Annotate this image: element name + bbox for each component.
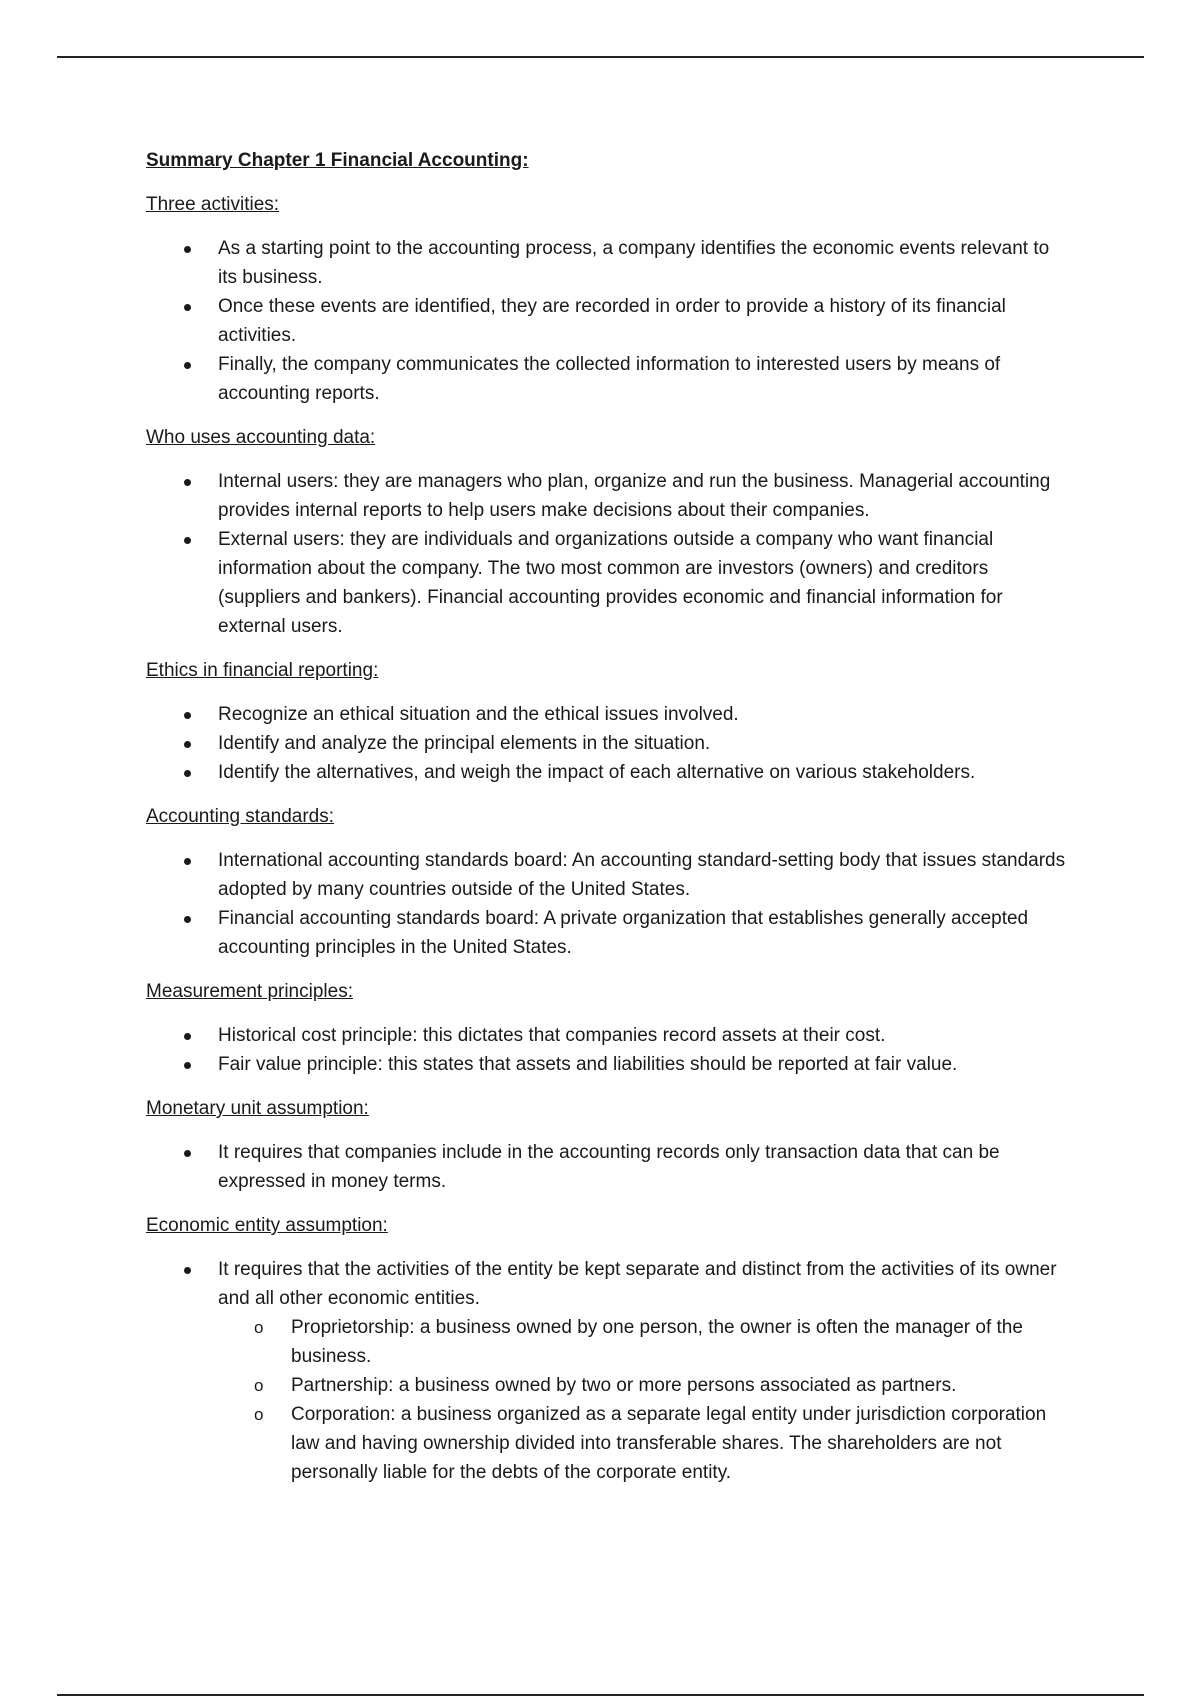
bullet-icon bbox=[184, 362, 191, 369]
sub-list-business-forms bbox=[218, 1313, 1066, 1487]
list-item-text: International accounting standards board: An accounting standard-setting body that issues standards adopted by many countries outside of the United States. bbox=[218, 850, 1066, 900]
list-item-text: It requires that companies include in the accounting records only transaction data that can be expressed in money terms. bbox=[218, 1142, 1000, 1192]
list-item bbox=[146, 758, 1066, 787]
list-item-text: Internal users: they are managers who plan, organize and run the business. Managerial accounting provides internal reports to help users make decisions about their companies. bbox=[218, 471, 1051, 521]
document-body bbox=[146, 146, 1066, 1502]
list-item bbox=[146, 904, 1066, 962]
bullet-icon bbox=[184, 770, 191, 777]
sub-list-item bbox=[218, 1371, 1066, 1400]
list-item-text: Finally, the company communicates the collected information to interested users by means of accounting reports. bbox=[218, 354, 1001, 404]
list-item bbox=[146, 1021, 1066, 1050]
hollow-bullet-icon: o bbox=[254, 1405, 264, 1424]
bullet-icon bbox=[184, 712, 191, 719]
list-item bbox=[146, 700, 1066, 729]
list-item-text: Fair value principle: this states that assets and liabilities should be reported at fair value. bbox=[218, 1054, 958, 1075]
bullet-icon bbox=[184, 304, 191, 311]
list-item-text: Identify the alternatives, and weigh the impact of each alternative on various stakeholders. bbox=[218, 762, 976, 783]
section-heading-monetary-unit: Monetary unit assumption: bbox=[146, 1098, 369, 1119]
list-item bbox=[146, 846, 1066, 904]
list-item bbox=[146, 234, 1066, 292]
list-item bbox=[146, 1050, 1066, 1079]
section-heading-accounting-standards: Accounting standards: bbox=[146, 806, 335, 827]
bullet-icon bbox=[184, 916, 191, 923]
bullet-list-accounting-standards bbox=[146, 846, 1066, 962]
list-item-text: Historical cost principle: this dictates that companies record assets at their cost. bbox=[218, 1025, 886, 1046]
list-item-text: It requires that the activities of the entity be kept separate and distinct from the activities of its owner and all other economic entities. bbox=[218, 1259, 1057, 1309]
section-heading-three-activities: Three activities: bbox=[146, 194, 280, 215]
bullet-icon bbox=[184, 246, 191, 253]
bullet-icon bbox=[184, 537, 191, 544]
bullet-icon bbox=[184, 1150, 191, 1157]
sub-list-item-text: Corporation: a business organized as a separate legal entity under jurisdiction corporation law and having ownership divided into transferable shares. The shareholders are not personally liable for the debts of the corporate entity. bbox=[291, 1404, 1047, 1483]
bullet-list-monetary-unit bbox=[146, 1138, 1066, 1196]
document-title: Summary Chapter 1 Financial Accounting: bbox=[146, 150, 529, 171]
list-item bbox=[146, 525, 1066, 641]
section-heading-who-uses-data: Who uses accounting data: bbox=[146, 427, 376, 448]
bullet-list-who-uses-data bbox=[146, 467, 1066, 641]
list-item bbox=[146, 292, 1066, 350]
bullet-list-three-activities bbox=[146, 234, 1066, 408]
list-item-text: As a starting point to the accounting process, a company identifies the economic events relevant to its business. bbox=[218, 238, 1050, 288]
bullet-icon bbox=[184, 479, 191, 486]
list-item bbox=[146, 350, 1066, 408]
bullet-icon bbox=[184, 741, 191, 748]
section-heading-measurement-principles: Measurement principles: bbox=[146, 981, 353, 1002]
list-item-text: Once these events are identified, they are recorded in order to provide a history of its financial activities. bbox=[218, 296, 1006, 346]
bullet-list-ethics bbox=[146, 700, 1066, 787]
list-item-text: Recognize an ethical situation and the ethical issues involved. bbox=[218, 704, 739, 725]
hollow-bullet-icon: o bbox=[254, 1318, 264, 1337]
section-heading-ethics: Ethics in financial reporting: bbox=[146, 660, 379, 681]
sub-list-item bbox=[218, 1400, 1066, 1487]
bullet-list-measurement-principles bbox=[146, 1021, 1066, 1079]
bullet-icon bbox=[184, 1267, 191, 1274]
bullet-icon bbox=[184, 1033, 191, 1040]
header-rule bbox=[57, 56, 1144, 58]
list-item-text: Financial accounting standards board: A private organization that establishes generally accepted accounting principles in the United States. bbox=[218, 908, 1029, 958]
bullet-icon bbox=[184, 1062, 191, 1069]
list-item-text: External users: they are individuals and organizations outside a company who want financial information about the company. The two most common are investors (owners) and creditors (suppliers and bankers). Financial accounting provides economic and financial information for external users. bbox=[218, 529, 1003, 637]
bullet-icon bbox=[184, 858, 191, 865]
hollow-bullet-icon: o bbox=[254, 1376, 264, 1395]
footer-rule bbox=[57, 1694, 1144, 1696]
list-item-text: Identify and analyze the principal elements in the situation. bbox=[218, 733, 711, 754]
sub-list-item-text: Partnership: a business owned by two or more persons associated as partners. bbox=[291, 1375, 957, 1396]
section-heading-economic-entity: Economic entity assumption: bbox=[146, 1215, 388, 1236]
sub-list-item-text: Proprietorship: a business owned by one person, the owner is often the manager of the business. bbox=[291, 1317, 1023, 1367]
list-item bbox=[146, 1255, 1066, 1487]
list-item bbox=[146, 1138, 1066, 1196]
bullet-list-economic-entity bbox=[146, 1255, 1066, 1487]
sub-list-item bbox=[218, 1313, 1066, 1371]
list-item bbox=[146, 467, 1066, 525]
list-item bbox=[146, 729, 1066, 758]
